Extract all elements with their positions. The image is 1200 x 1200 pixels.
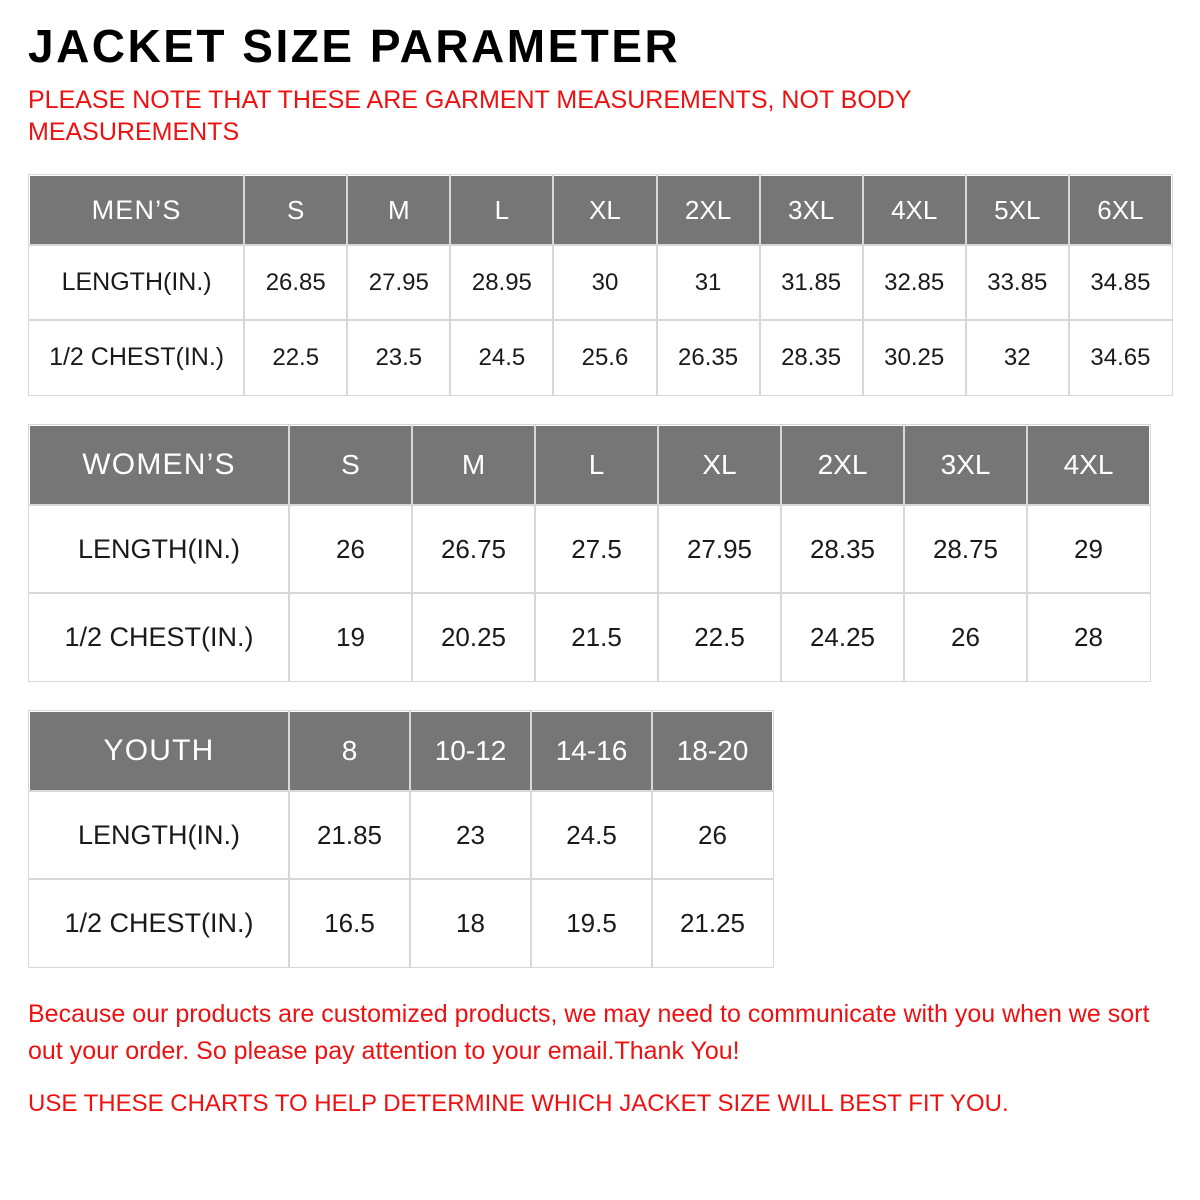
measurement-cell: 16.5 [289, 879, 410, 967]
table-header-row [29, 711, 773, 791]
table-row [29, 505, 1150, 593]
measurement-cell: 30.25 [863, 320, 966, 395]
table-header-row [29, 425, 1150, 505]
measurement-cell: 26.75 [412, 505, 535, 593]
measurement-cell: 25.6 [553, 320, 656, 395]
measurement-cell: 28.75 [904, 505, 1027, 593]
size-header-cell: M [347, 175, 450, 245]
youth-size-table [28, 710, 774, 968]
measurement-cell: 24.5 [531, 791, 652, 879]
table-row [29, 320, 1172, 395]
size-header-cell: L [450, 175, 553, 245]
top-disclaimer: PLEASE NOTE THAT THESE ARE GARMENT MEASUREMENTS, NOT BODY MEASUREMENTS [28, 86, 912, 147]
size-header-cell: 3XL [760, 175, 863, 245]
measurement-cell: 29 [1027, 505, 1150, 593]
size-header-cell: XL [553, 175, 656, 245]
measurement-cell: 26 [289, 505, 412, 593]
size-header-cell: 8 [289, 711, 410, 791]
measurement-cell: 28.35 [781, 505, 904, 593]
size-header-cell: 14-16 [531, 711, 652, 791]
womens-size-table [28, 424, 1151, 682]
mens-size-table [28, 174, 1173, 396]
measurement-cell: 24.25 [781, 593, 904, 681]
customization-note: Because our products are customized products, we may need to communicate with you when we sort out your order. So please pay attention to your email.Thank You! [28, 1000, 1150, 1065]
measurement-cell: 28.95 [450, 245, 553, 320]
table-row [29, 791, 773, 879]
measurement-cell: 32.85 [863, 245, 966, 320]
page-title: JACKET SIZE PARAMETER [28, 20, 681, 72]
measurement-cell: 34.85 [1069, 245, 1172, 320]
measurement-cell: 27.5 [535, 505, 658, 593]
measurement-cell: 31.85 [760, 245, 863, 320]
row-label: LENGTH(IN.) [29, 245, 244, 320]
measurement-cell: 21.25 [652, 879, 773, 967]
size-header-cell: 18-20 [652, 711, 773, 791]
size-header-cell: M [412, 425, 535, 505]
row-label: LENGTH(IN.) [29, 791, 289, 879]
measurement-cell: 18 [410, 879, 531, 967]
measurement-cell: 27.95 [658, 505, 781, 593]
size-header-cell: 3XL [904, 425, 1027, 505]
measurement-cell: 23 [410, 791, 531, 879]
measurement-cell: 19.5 [531, 879, 652, 967]
measurement-cell: 21.5 [535, 593, 658, 681]
measurement-cell: 21.85 [289, 791, 410, 879]
measurement-cell: 22.5 [244, 320, 347, 395]
table-header-row [29, 175, 1172, 245]
measurement-cell: 27.95 [347, 245, 450, 320]
table-row [29, 879, 773, 967]
measurement-cell: 20.25 [412, 593, 535, 681]
size-header-cell: 4XL [1027, 425, 1150, 505]
measurement-cell: 26.85 [244, 245, 347, 320]
row-label: 1/2 CHEST(IN.) [29, 879, 289, 967]
row-label: 1/2 CHEST(IN.) [29, 593, 289, 681]
measurement-cell: 28 [1027, 593, 1150, 681]
measurement-cell: 26 [652, 791, 773, 879]
table-header-label: YOUTH [29, 711, 289, 791]
table-header-label: MEN’S [29, 175, 244, 245]
size-header-cell: 4XL [863, 175, 966, 245]
measurement-cell: 34.65 [1069, 320, 1172, 395]
size-header-cell: S [244, 175, 347, 245]
size-header-cell: 6XL [1069, 175, 1172, 245]
measurement-cell: 26 [904, 593, 1027, 681]
measurement-cell: 32 [966, 320, 1069, 395]
size-header-cell: 2XL [781, 425, 904, 505]
chart-usage-note: USE THESE CHARTS TO HELP DETERMINE WHICH JACKET SIZE WILL BEST FIT YOU. [28, 1089, 1009, 1117]
measurement-cell: 26.35 [657, 320, 760, 395]
size-header-cell: S [289, 425, 412, 505]
measurement-cell: 31 [657, 245, 760, 320]
measurement-cell: 33.85 [966, 245, 1069, 320]
row-label: 1/2 CHEST(IN.) [29, 320, 244, 395]
size-header-cell: 2XL [657, 175, 760, 245]
measurement-cell: 28.35 [760, 320, 863, 395]
measurement-cell: 30 [553, 245, 656, 320]
measurement-cell: 19 [289, 593, 412, 681]
measurement-cell: 22.5 [658, 593, 781, 681]
size-header-cell: L [535, 425, 658, 505]
size-header-cell: 5XL [966, 175, 1069, 245]
measurement-cell: 24.5 [450, 320, 553, 395]
table-row [29, 245, 1172, 320]
table-row [29, 593, 1150, 681]
measurement-cell: 23.5 [347, 320, 450, 395]
size-header-cell: 10-12 [410, 711, 531, 791]
size-header-cell: XL [658, 425, 781, 505]
table-header-label: WOMEN’S [29, 425, 289, 505]
row-label: LENGTH(IN.) [29, 505, 289, 593]
